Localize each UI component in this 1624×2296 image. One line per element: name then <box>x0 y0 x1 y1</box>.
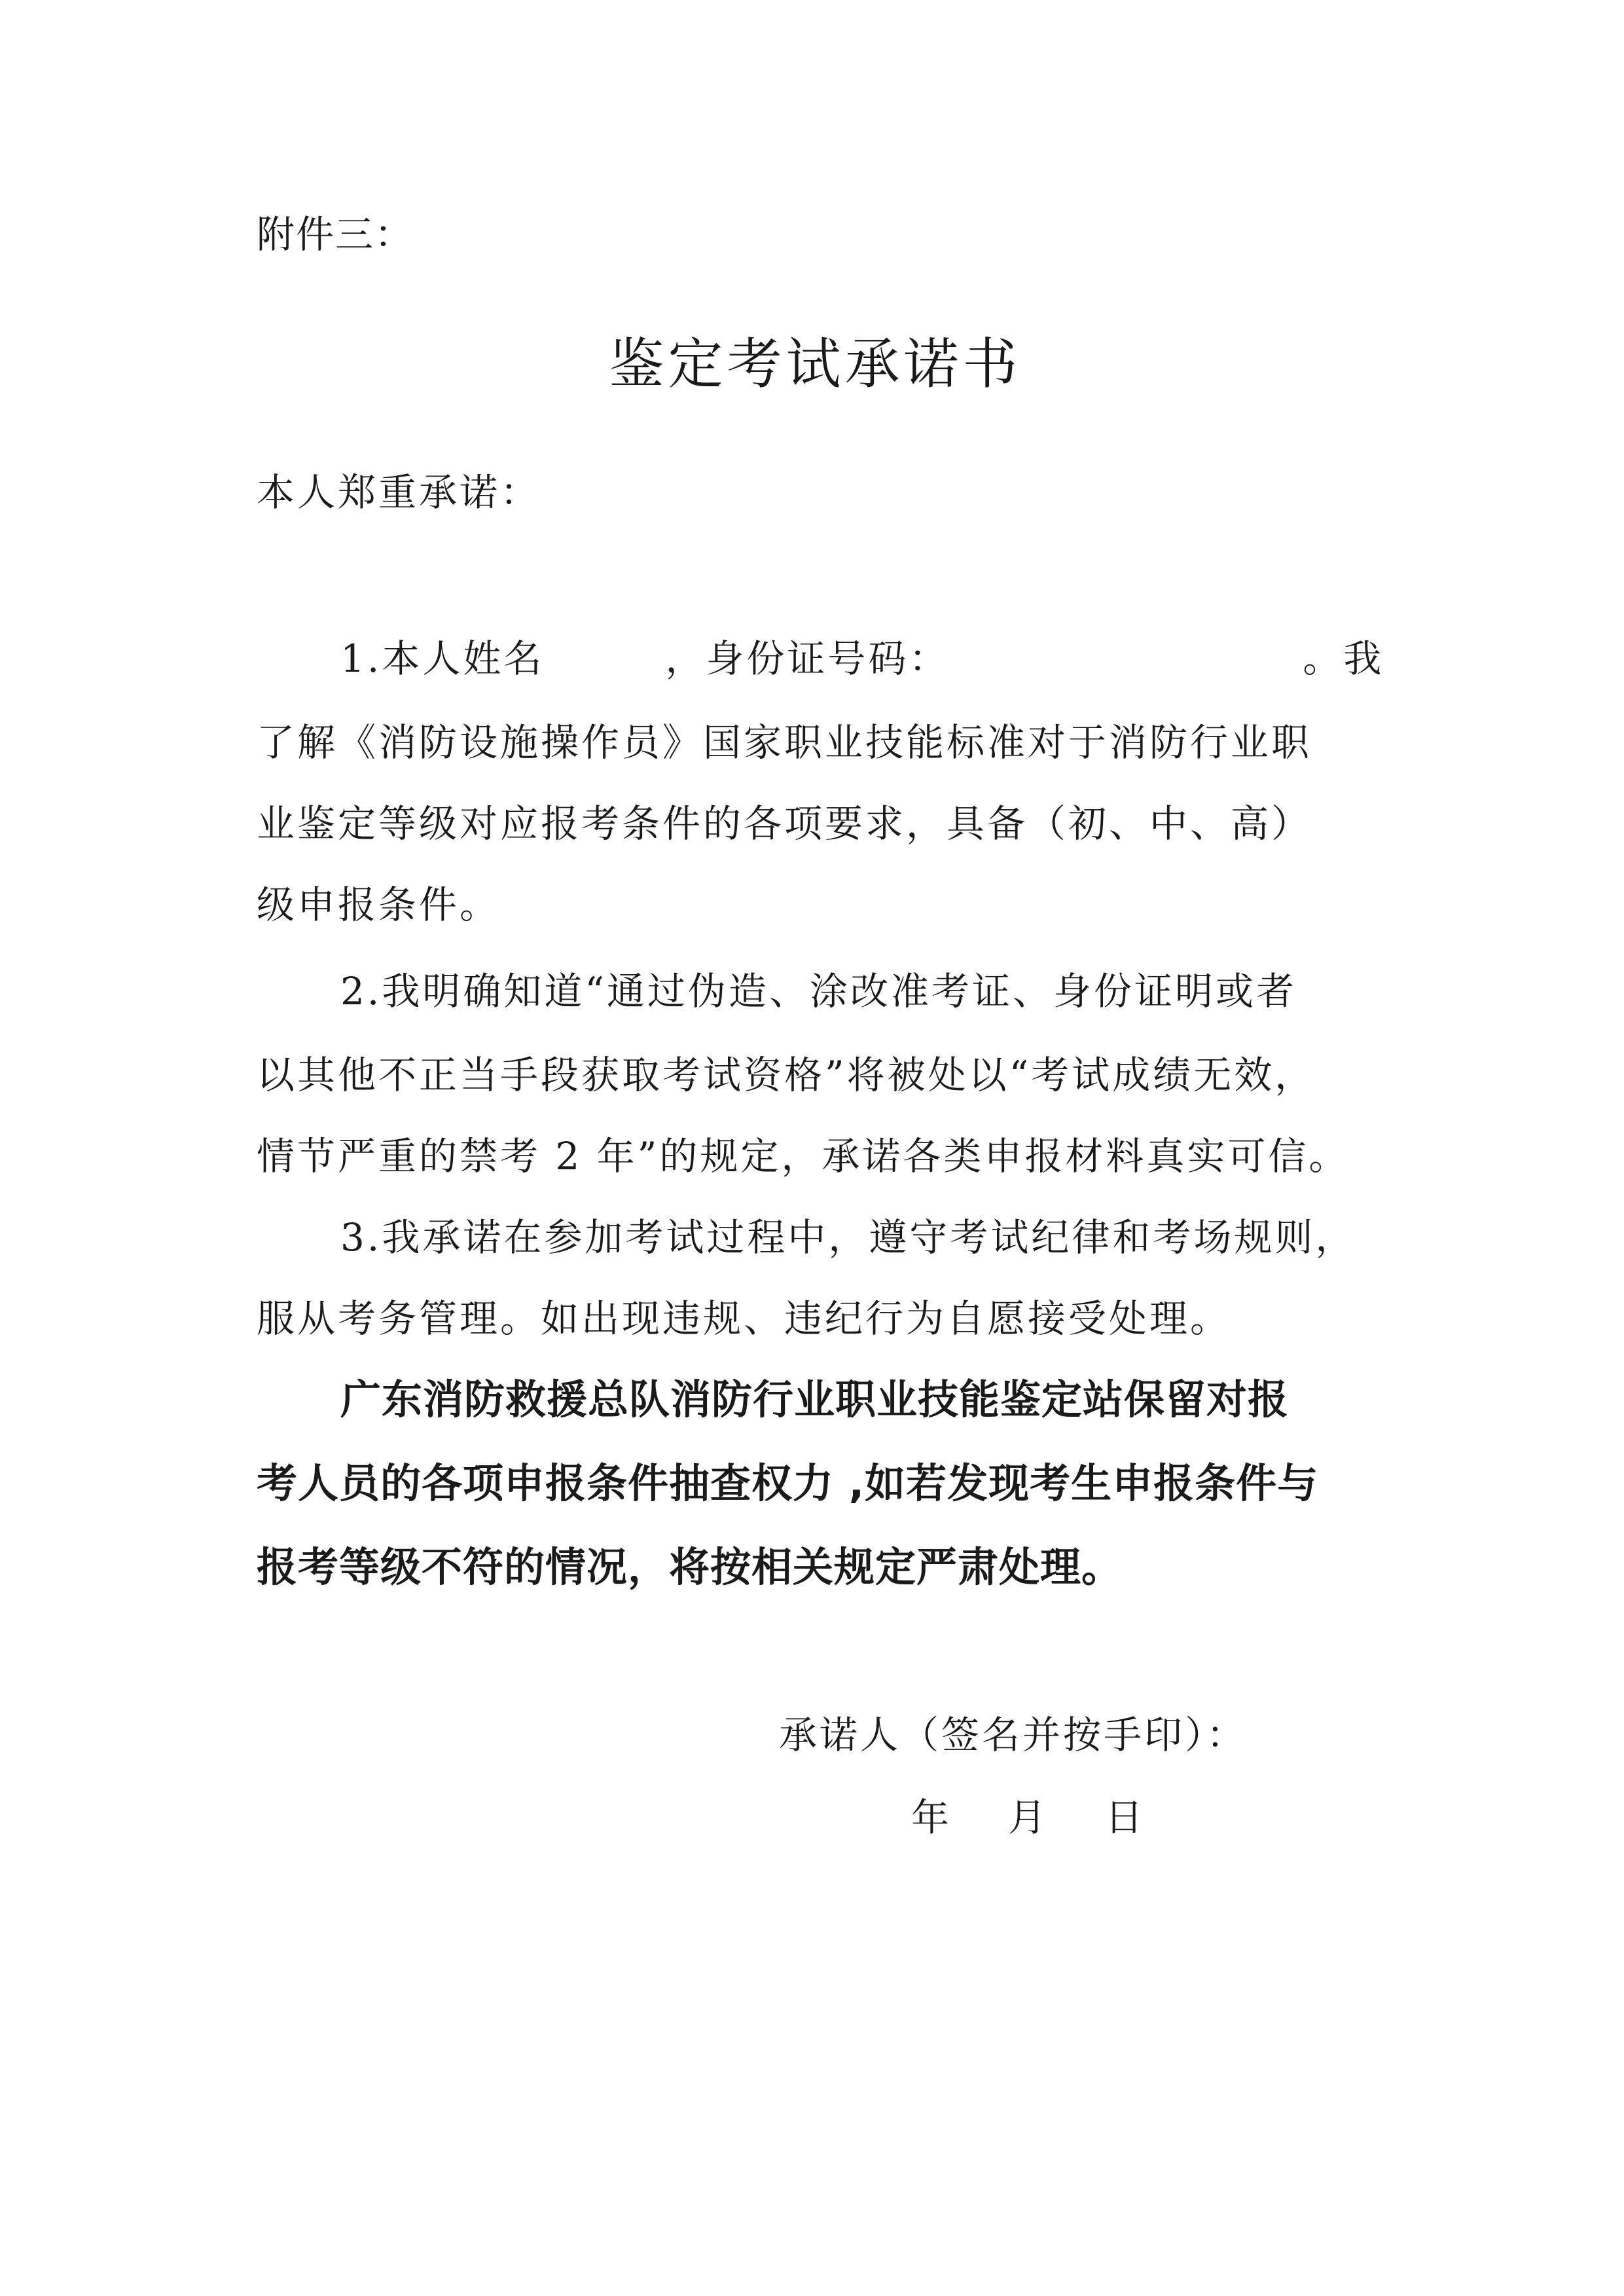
item1-name-label: 1.本人姓名 <box>340 636 545 681</box>
item1-line1-suffix: 。我 <box>1303 636 1384 681</box>
item2-line3: 情节严重的禁考 2 年”的规定，承诺各类申报材料真实可信。 <box>257 1134 1350 1178</box>
item1-line3: 业鉴定等级对应报考条件的各项要求，具备（初、中、高） <box>257 801 1312 846</box>
item3-line2: 服从考务管理。如出现违规、违纪行为自愿接受处理。 <box>257 1296 1231 1341</box>
item1-id-label: ，身份证号码： <box>665 636 950 681</box>
date-year: 年 <box>911 1795 952 1840</box>
date-line <box>911 1794 1146 1841</box>
item2-line2: 以其他不正当手段获取考试资格”将被处以“考试成绩无效， <box>257 1053 1316 1097</box>
notice-line1: 广东消防救援总队消防行业职业技能鉴定站保留对报 <box>340 1376 1290 1423</box>
signature-label: 承诺人（签名并按手印）： <box>779 1713 1248 1757</box>
salutation: 本人郑重承诺： <box>257 470 541 515</box>
notice-line2: 考人员的各项申报条件抽查权力 ,如若发现考生申报条件与 <box>257 1459 1319 1507</box>
item3-line1: 3.我承诺在参加考试过程中，遵守考试纪律和考场规则， <box>340 1215 1356 1260</box>
item2-line1: 2.我明确知道“通过伪造、涂改准考证、身份证明或者 <box>340 969 1297 1013</box>
date-month: 月 <box>1008 1795 1049 1840</box>
notice-line3: 报考等级不符的情况，将按相关规定严肃处理。 <box>257 1543 1123 1591</box>
date-day: 日 <box>1105 1795 1146 1840</box>
item1-line1 <box>340 635 1384 682</box>
attachment-label: 附件三： <box>257 212 414 257</box>
page-title: 鉴定考试承诺书 <box>609 332 1022 396</box>
item1-line2: 了解《消防设施操作员》国家职业技能标准对于消防行业职 <box>257 720 1312 765</box>
item1-line4: 级申报条件。 <box>257 883 501 927</box>
